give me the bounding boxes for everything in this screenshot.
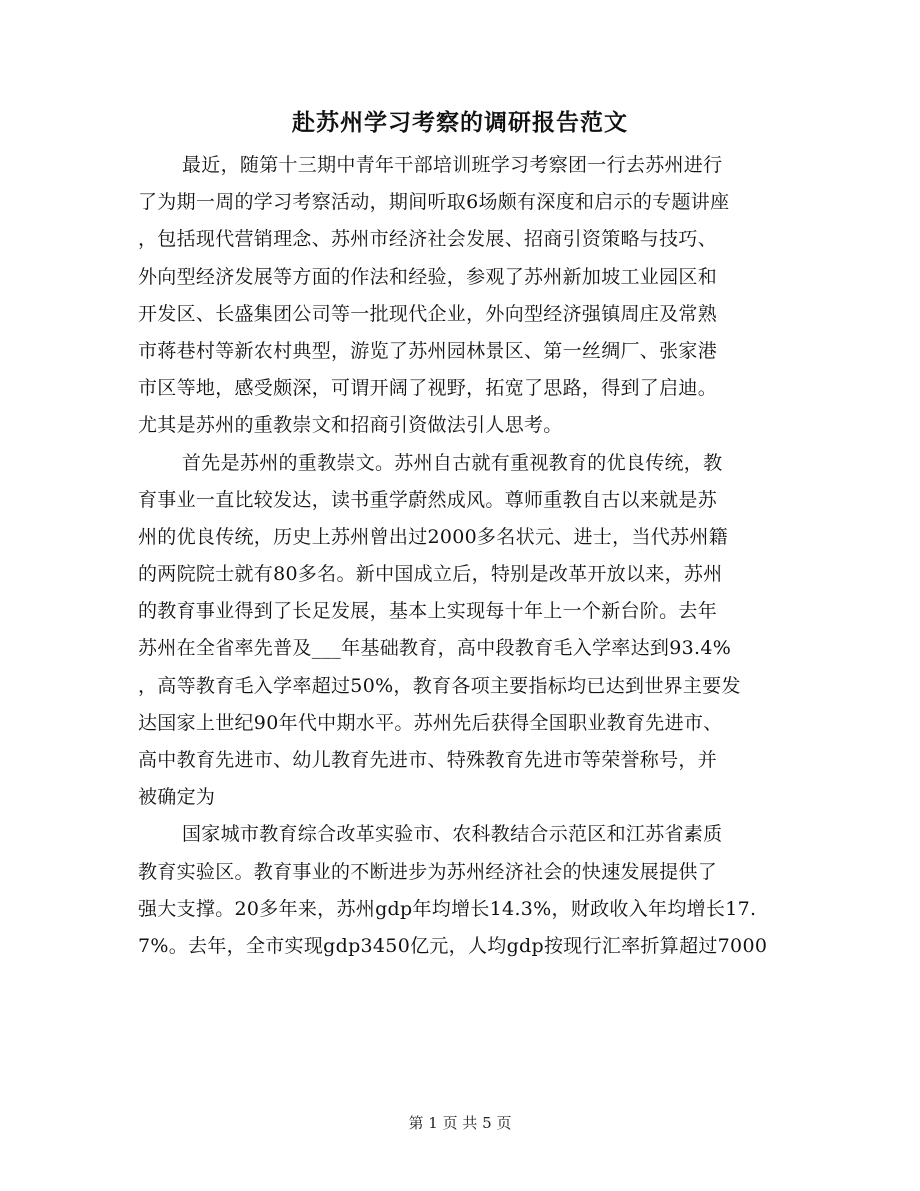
text-line: 育事业一直比较发达，读书重学蔚然成风。尊师重教自古以来就是苏 (138, 488, 718, 511)
text-line: 最近，随第十三期中青年干部培训班学习考察团一行去苏州进行 (182, 154, 723, 176)
text-line: 7%。去年，全市实现gdp3450亿元，人均gdp按现行汇率折算超过7000 (138, 934, 768, 957)
paragraph-3 (138, 816, 788, 965)
text-line: 被确定为 (138, 786, 216, 809)
text-line: 强大支撑。20多年来，苏州gdp年均增长14.3%，财政收入年均增长17. (138, 897, 757, 920)
text-line: 外向型经济发展等方面的作法和经验，参观了苏州新加坡工业园区和 (138, 265, 718, 288)
text-line: 开发区、长盛集团公司等一批现代企业，外向型经济强镇周庄及常熟 (138, 302, 718, 325)
text-line: 高中教育先进市、幼儿教育先进市、特殊教育先进市等荣誉称号，并 (138, 749, 718, 771)
text-line: 国家城市教育综合改革实验市、农科教结合示范区和江苏省素质 (182, 823, 723, 846)
text-line: 教育实验区。教育事业的不断进步为苏州经济社会的快速发展提供了 (138, 860, 718, 883)
text-line: 尤其是苏州的重教崇文和招商引资做法引人思考。 (138, 414, 563, 437)
text-line: 了为期一周的学习考察活动，期间听取6场颇有深度和启示的专题讲座 (138, 191, 730, 214)
text-line: 达国家上世纪90年代中期水平。苏州先后获得全国职业教育先进市、 (138, 711, 723, 734)
text-line: ，包括现代营销理念、苏州市经济社会发展、招商引资策略与技巧、 (138, 228, 718, 251)
page-number-footer: 第 1 页 共 5 页 (408, 1114, 512, 1132)
text-line: ，高等教育毛入学率超过50%，教育各项主要指标均已达到世界主要发 (138, 674, 741, 697)
text-line: 苏州在全省率先普及___年基础教育，高中段教育毛入学率达到93.4% (138, 637, 732, 660)
document-title: 赴苏州学习考察的调研报告范文 (292, 109, 628, 136)
text-line: 市蒋巷村等新农村典型，游览了苏州园林景区、第一丝绸厂、张家港 (138, 339, 718, 362)
paragraph-2 (138, 445, 788, 817)
text-line: 市区等地，感受颇深，可谓开阔了视野，拓宽了思路，得到了启迪。 (138, 377, 718, 400)
text-line: 首先是苏州的重教崇文。苏州自古就有重视教育的优良传统，教 (182, 451, 723, 474)
text-line: 的教育事业得到了长足发展，基本上实现每十年上一个新台阶。去年 (138, 600, 718, 623)
text-line: 州的优良传统，历史上苏州曾出过2000多名状元、进士，当代苏州籍 (138, 525, 728, 548)
paragraph-1 (138, 147, 788, 445)
text-line: 的两院院士就有80多名。新中国成立后，特别是改革开放以来，苏州 (138, 563, 723, 586)
document-body (138, 147, 788, 965)
